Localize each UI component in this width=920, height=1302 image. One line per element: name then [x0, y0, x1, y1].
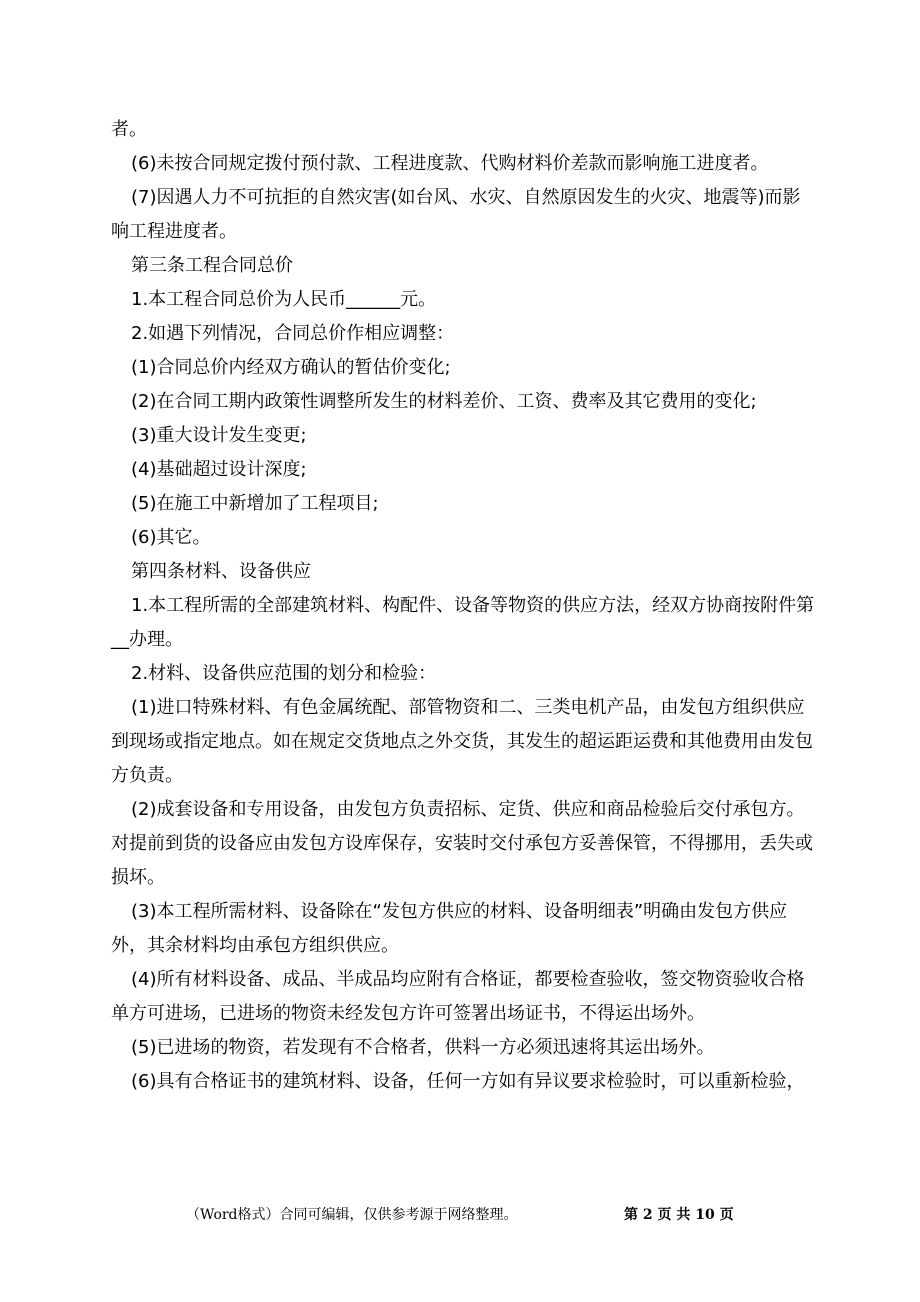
paragraph: 第三条工程合同总价	[131, 255, 293, 276]
paragraph: (4)所有材料设备、成品、半成品均应附有合格证，都要检查验收，签交物资验收合格单方可进场，已进场的物资未经发包方许可签署出场证书，不得运出场外。	[111, 969, 805, 1024]
paragraph: (6)未按合同规定拨付预付款、工程进度款、代购材料价差款而影响施工进度者。	[131, 153, 769, 174]
paragraph: (5)已进场的物资，若发现有不合格者，供料一方必须迅速将其运出场外。	[131, 1037, 715, 1058]
page-number: 第 2 页 共 10 页	[624, 1207, 734, 1223]
paragraph: 1.本工程所需的全部建筑材料、构配件、设备等物资的供应方法，经双方协商按附件第__办理。	[111, 595, 815, 650]
paragraph: (1)合同总价内经双方确认的暂估价变化;	[131, 357, 451, 378]
paragraph: (3)重大设计发生变更;	[131, 425, 307, 446]
paragraph: 者。	[111, 119, 147, 140]
paragraph: (3)本工程所需材料、设备除在“发包方供应的材料、设备明细表”明确由发包方供应外，其余材料均由承包方组织供应。	[111, 901, 788, 956]
paragraph: 第四条材料、设备供应	[131, 561, 311, 582]
paragraph: (2)在合同工期内政策性调整所发生的材料差价、工资、费率及其它费用的变化;	[131, 391, 757, 412]
paragraph: 1.本工程合同总价为人民币______元。	[131, 289, 437, 310]
paragraph: (7)因遇人力不可抗拒的自然灾害(如台风、水灾、自然原因发生的火灾、地震等)而影响工程进度者。	[111, 187, 801, 242]
paragraph: (4)基础超过设计深度;	[131, 459, 307, 480]
footer-note: （Word格式）合同可编辑，仅供参考源于网络整理。	[186, 1207, 518, 1223]
paragraph: 2.如遇下列情况，合同总价作相应调整：	[131, 323, 455, 344]
paragraph: (6)具有合格证书的建筑材料、设备，任何一方如有异议要求检验时，可以重新检验，	[131, 1071, 805, 1092]
paragraph: (2)成套设备和专用设备，由发包方负责招标、定货、供应和商品检验后交付承包方。对提前到货的设备应由发包方设库保存，安装时交付承包方妥善保管，不得挪用，丢失或损坏。	[111, 799, 813, 888]
paragraph: 2.材料、设备供应范围的划分和检验：	[131, 663, 437, 684]
paragraph: (5)在施工中新增加了工程项目;	[131, 493, 379, 514]
paragraph: (6)其它。	[131, 527, 211, 548]
page-footer	[0, 1204, 920, 1228]
paragraph: (1)进口特殊材料、有色金属统配、部管物资和二、三类电机产品，由发包方组织供应到现场或指定地点。如在规定交货地点之外交货，其发生的超运距运费和其他费用由发包方负责。	[111, 697, 813, 786]
document-body	[111, 113, 816, 1099]
